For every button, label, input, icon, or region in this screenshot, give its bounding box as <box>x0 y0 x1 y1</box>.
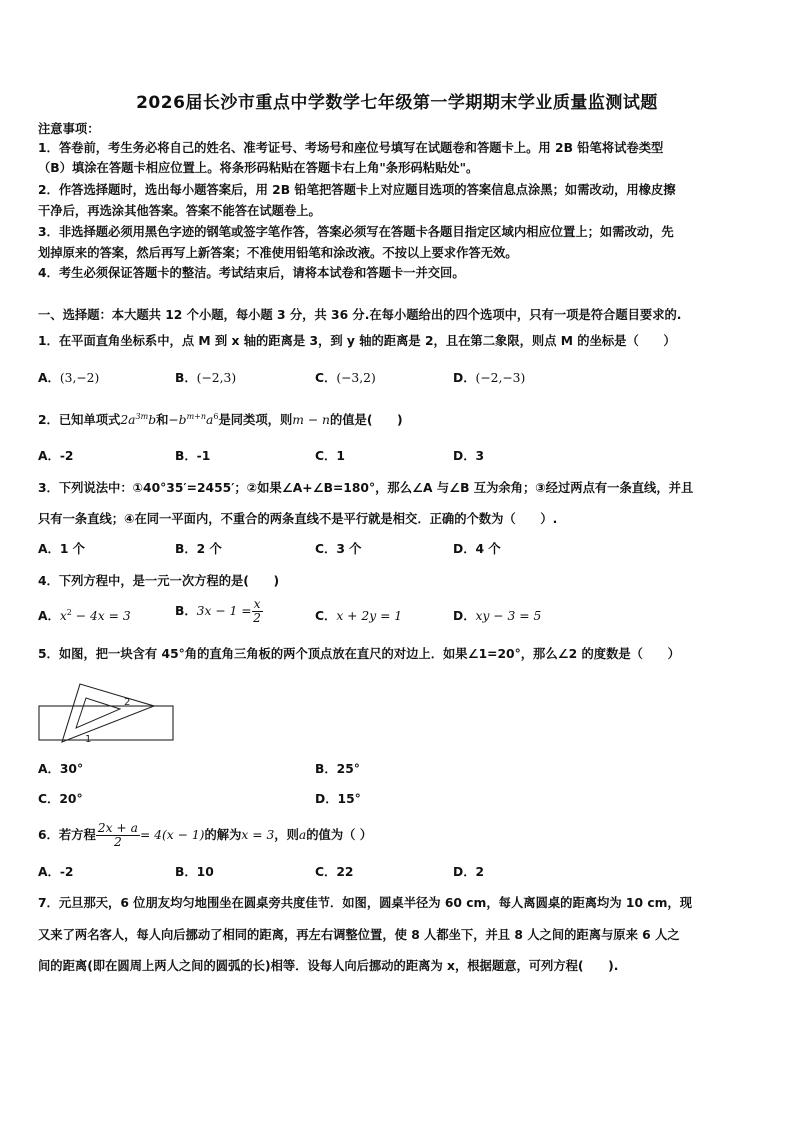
q2-option-b: B．-1 <box>175 449 211 463</box>
q6-option-c: C．22 <box>315 865 354 879</box>
q5-option-d: D．15° <box>315 792 361 806</box>
notice-line: 干净后，再选涂其他答案。答案不能答在试题卷上。 <box>38 204 321 218</box>
section-heading: 一、选择题：本大题共 12 个小题，每小题 3 分，共 36 分.在每小题给出的四个选项中，只有一项是符合题目要求的. <box>38 308 682 322</box>
ruler-shape <box>39 706 173 740</box>
q5-option-b: B．25° <box>315 762 360 776</box>
question-4-stem: 4．下列方程中，是一元一次方程的是( ) <box>38 574 280 588</box>
angle-1-label: 1 <box>85 734 92 745</box>
fraction: $\frac{x}{2}$ <box>253 597 261 625</box>
question-7-stem-cont: 间的距离(即在圆周上两人之间的圆弧的长)相等．设每人向后挪动的距离为 x，根据题意，可列方程( ). <box>38 959 619 973</box>
q2-option-d: D．3 <box>453 449 485 463</box>
fraction: $\frac{2x + a}{2}$ <box>97 821 138 849</box>
q5-option-c: C．20° <box>38 792 83 806</box>
q4-option-b: B．3x − 1 = $\frac{x}{2}$ <box>175 597 261 625</box>
notice-line: 2．作答选择题时，选出每小题答案后，用 2B 铅笔把答题卡上对应题目选项的答案信息点涂黑；如需改动，用橡皮擦 <box>38 183 676 197</box>
notice-line: 4．考生必须保证答题卡的整洁。考试结束后，请将本试卷和答题卡一并交回。 <box>38 266 465 280</box>
q1-option-c: C．(−3,2) <box>315 371 376 385</box>
notice-line: 划掉原来的答案，然后再写上新答案；不准使用铅笔和涂改液。不按以上要求作答无效。 <box>38 246 518 260</box>
question-5-stem: 5．如图，把一块含有 45°角的直角三角板的两个顶点放在直尺的对边上．如果∠1=20°，那么∠2 的度数是（ ） <box>38 647 680 661</box>
q4-option-d: D．xy − 3 = 5 <box>453 609 542 623</box>
q3-option-d: D．4 个 <box>453 542 501 556</box>
question-1-stem: 1．在平面直角坐标系中，点 M 到 x 轴的距离是 3，到 y 轴的距离是 2，且在第二象限，则点 M 的坐标是（ ） <box>38 334 676 348</box>
question-2-stem: 2．已知单项式$2a^{3m}b$和$-b^{m+n}a^6$是同类项，则m − n的值是( ) <box>38 412 403 427</box>
angle-2-label: 2 <box>124 697 131 708</box>
q1-option-a: A．(3,−2) <box>38 371 100 385</box>
q3-option-a: A．1 个 <box>38 542 85 556</box>
notice-line: 3．非选择题必须用黑色字迹的钢笔或签字笔作答，答案必须写在答题卡各题目指定区域内相应位置上；如需改动，先 <box>38 225 674 239</box>
question-6-stem: 6．若方程 $\frac{2x + a}{2}$ = 4(x − 1)的解为x = 3，则a的值为（ ） <box>38 821 373 849</box>
q5-option-a: A．30° <box>38 762 84 776</box>
q3-option-b: B．2 个 <box>175 542 222 556</box>
q1-option-b: B．(−2,3) <box>175 371 237 385</box>
q4-option-c: C．x + 2y = 1 <box>315 609 403 623</box>
ruler-triangle-figure <box>36 676 176 746</box>
q2-option-a: A．-2 <box>38 449 74 463</box>
page-title: 2026届长沙市重点中学数学七年级第一学期期末学业质量监测试题 <box>136 93 658 113</box>
q6-option-d: D．2 <box>453 865 485 879</box>
q1-option-d: D．(−2,−3) <box>453 371 526 385</box>
notice-line: （B）填涂在答题卡相应位置上。将条形码粘贴在答题卡右上角"条形码粘贴处"。 <box>38 161 479 175</box>
q6-option-a: A．-2 <box>38 865 74 879</box>
question-7-stem-cont: 又来了两名客人，每人向后挪动了相同的距离，再左右调整位置，使 8 人都坐下，并且 8 人之间的距离与原来 6 人之 <box>38 928 680 942</box>
notice-line: 1．答卷前，考生务必将自己的姓名、准考证号、考场号和座位号填写在试题卷和答题卡上。用 2B 铅笔将试卷类型 <box>38 141 664 155</box>
q2-option-c: C．1 <box>315 449 345 463</box>
q4-option-a: A．$x^2 - 4x = 3$ <box>38 608 131 623</box>
question-7-stem: 7．元旦那天，6 位朋友均匀地围坐在圆桌旁共度佳节．如图，圆桌半径为 60 cm，每人离圆桌的距离均为 10 cm，现 <box>38 896 693 910</box>
notice-heading: 注意事项： <box>38 122 100 136</box>
question-3-stem: 3．下列说法中：①40°35′=2455′；②如果∠A+∠B=180°，那么∠A 与∠B 互为余角；③经过两点有一条直线，并且 <box>38 481 694 495</box>
q3-option-c: C．3 个 <box>315 542 362 556</box>
q6-option-b: B．10 <box>175 865 214 879</box>
question-3-stem-cont: 只有一条直线；④在同一平面内，不重合的两条直线不是平行就是相交．正确的个数为（ ）. <box>38 512 558 526</box>
